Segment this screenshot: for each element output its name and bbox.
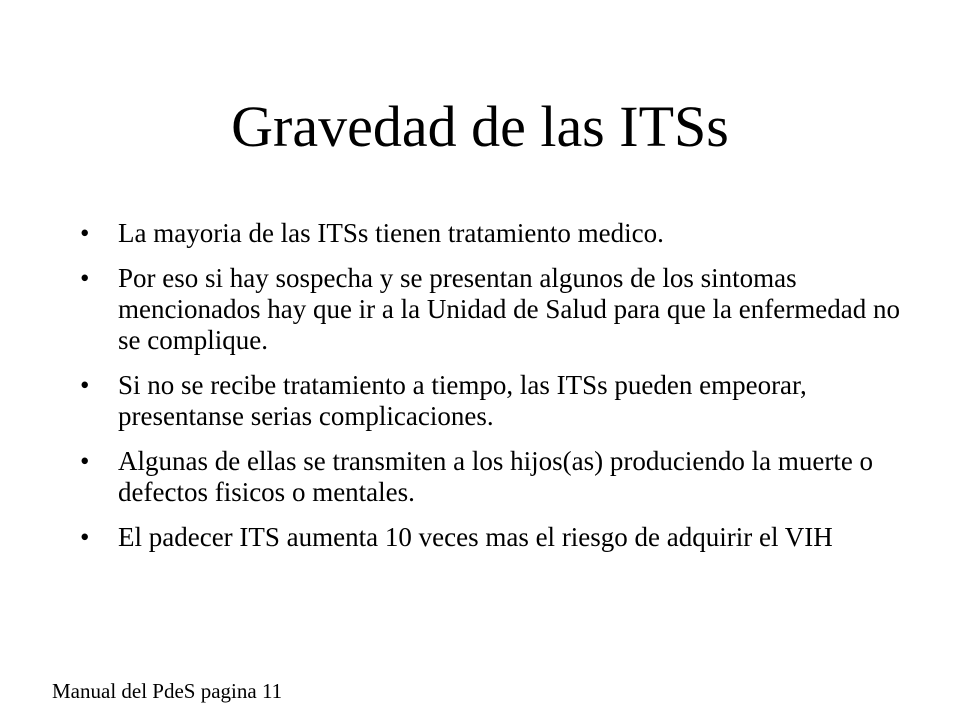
footer-reference: Manual del PdeS pagina 11 xyxy=(52,679,283,703)
bullet-text: Si no se recibe tratamiento a tiempo, las ITSs pueden empeorar, presentanse serias complicaciones. xyxy=(118,370,807,431)
bullet-text: La mayoria de las ITSs tienen tratamiento medico. xyxy=(118,218,664,248)
bullet-marker: • xyxy=(80,446,90,476)
bullet-item xyxy=(80,370,910,432)
bullet-marker: • xyxy=(80,263,90,293)
bullet-item xyxy=(80,446,910,508)
bullet-text: Algunas de ellas se transmiten a los hijos(as) produciendo la muerte o defectos fisicos o mentales. xyxy=(118,446,874,507)
bullet-text: El padecer ITS aumenta 10 veces mas el riesgo de adquirir el VIH xyxy=(118,522,833,552)
bullet-marker: • xyxy=(80,522,90,552)
bullet-list xyxy=(80,218,910,567)
bullet-item xyxy=(80,218,910,249)
slide-title: Gravedad de las ITSs xyxy=(231,94,729,159)
bullet-item xyxy=(80,263,910,356)
bullet-text: Por eso si hay sospecha y se presentan algunos de los sintomas mencionados hay que ir a la Unidad de Salud para que la enfermedad no se complique. xyxy=(118,263,900,355)
bullet-marker: • xyxy=(80,218,90,248)
bullet-marker: • xyxy=(80,370,90,400)
bullet-item xyxy=(80,522,910,553)
